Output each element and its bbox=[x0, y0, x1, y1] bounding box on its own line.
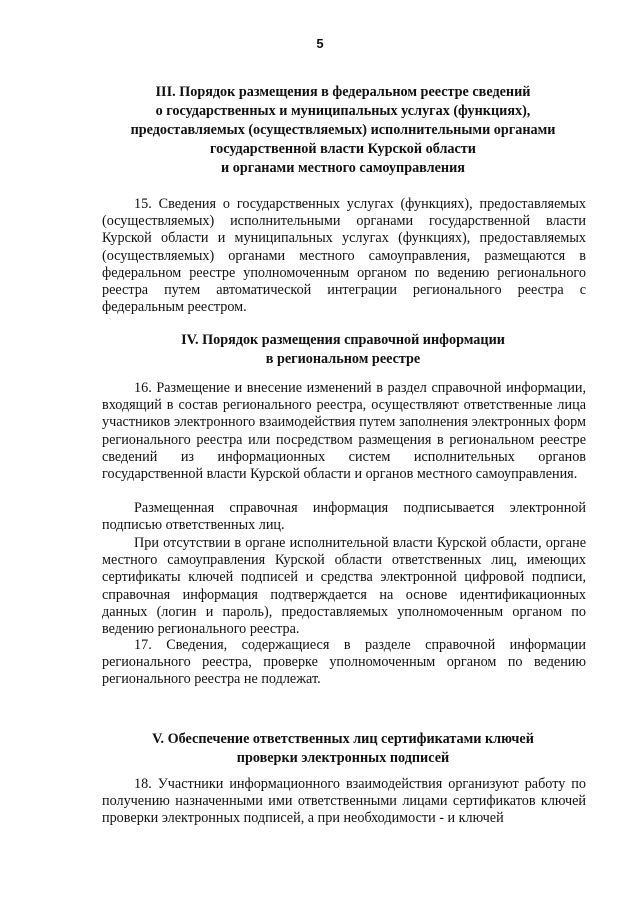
paragraph-16: 16. Размещение и внесение изменений в раздел справочной информации, входящий в состав регионального реестра, осуществляют ответственные лица участников электронного взаимодействия путем заполнения электронных форм регионального реестра или посредством размещения в региональном реестре сведений из информационных систем исполнительных органов государственной власти Курской области и органов местного самоуправления. bbox=[102, 380, 586, 483]
section-3-heading-line: III. Порядок размещения в федеральном реестре сведений bbox=[155, 84, 531, 100]
section-4-heading-line: IV. Порядок размещения справочной информации bbox=[181, 332, 505, 348]
paragraph-15: 15. Сведения о государственных услугах (функциях), предоставляемых (осуществляемых) исполнительными органами государственной власти Курской области и муниципальных услугах (функциях), предоставляемых (осуществляемых) органами местного самоуправления, размещаются в федеральном реестре уполномоченным органом по ведению регионального реестра путем автоматической интеграции регионального реестра с федеральным реестром. bbox=[102, 196, 586, 316]
section-3-heading-line: государственной власти Курской области bbox=[210, 141, 476, 157]
section-3-heading bbox=[100, 83, 586, 178]
section-5-heading-line: проверки электронных подписей bbox=[236, 750, 450, 766]
section-3-heading-line: предоставляемых (осуществляемых) исполнительными органами bbox=[130, 122, 556, 138]
section-3-heading-line: о государственных и муниципальных услугах (функциях), bbox=[155, 103, 531, 119]
section-3-heading-line: и органами местного самоуправления bbox=[221, 160, 465, 176]
page-number: 5 bbox=[316, 36, 324, 51]
paragraph-18: 18. Участники информационного взаимодействия организуют работу по получению назначенными ими ответственными лицами сертификатов ключей проверки электронных подписей, а при необходимости - и ключей bbox=[102, 776, 586, 827]
paragraph-16-absence: При отсутствии в органе исполнительной власти Курской области, органе местного самоуправления Курской области ответственных лиц, имеющих сертификаты ключей подписей и средства электронной цифровой подписи, справочная информация подтверждается на основе идентификационных данных (логин и пароль), предоставляемых уполномоченным органом по ведению регионального реестра. bbox=[102, 535, 586, 638]
section-5-heading bbox=[100, 730, 586, 768]
section-4-heading-line: в региональном реестре bbox=[265, 351, 421, 367]
section-4-heading bbox=[100, 331, 586, 369]
paragraph-16-signature: Размещенная справочная информация подписывается электронной подписью ответственных лиц. bbox=[102, 500, 586, 534]
paragraph-17: 17. Сведения, содержащиеся в разделе справочной информации регионального реестра, проверке уполномоченным органом по ведению регионального реестра не подлежат. bbox=[102, 637, 586, 688]
section-5-heading-line: V. Обеспечение ответственных лиц сертификатами ключей bbox=[152, 731, 534, 747]
